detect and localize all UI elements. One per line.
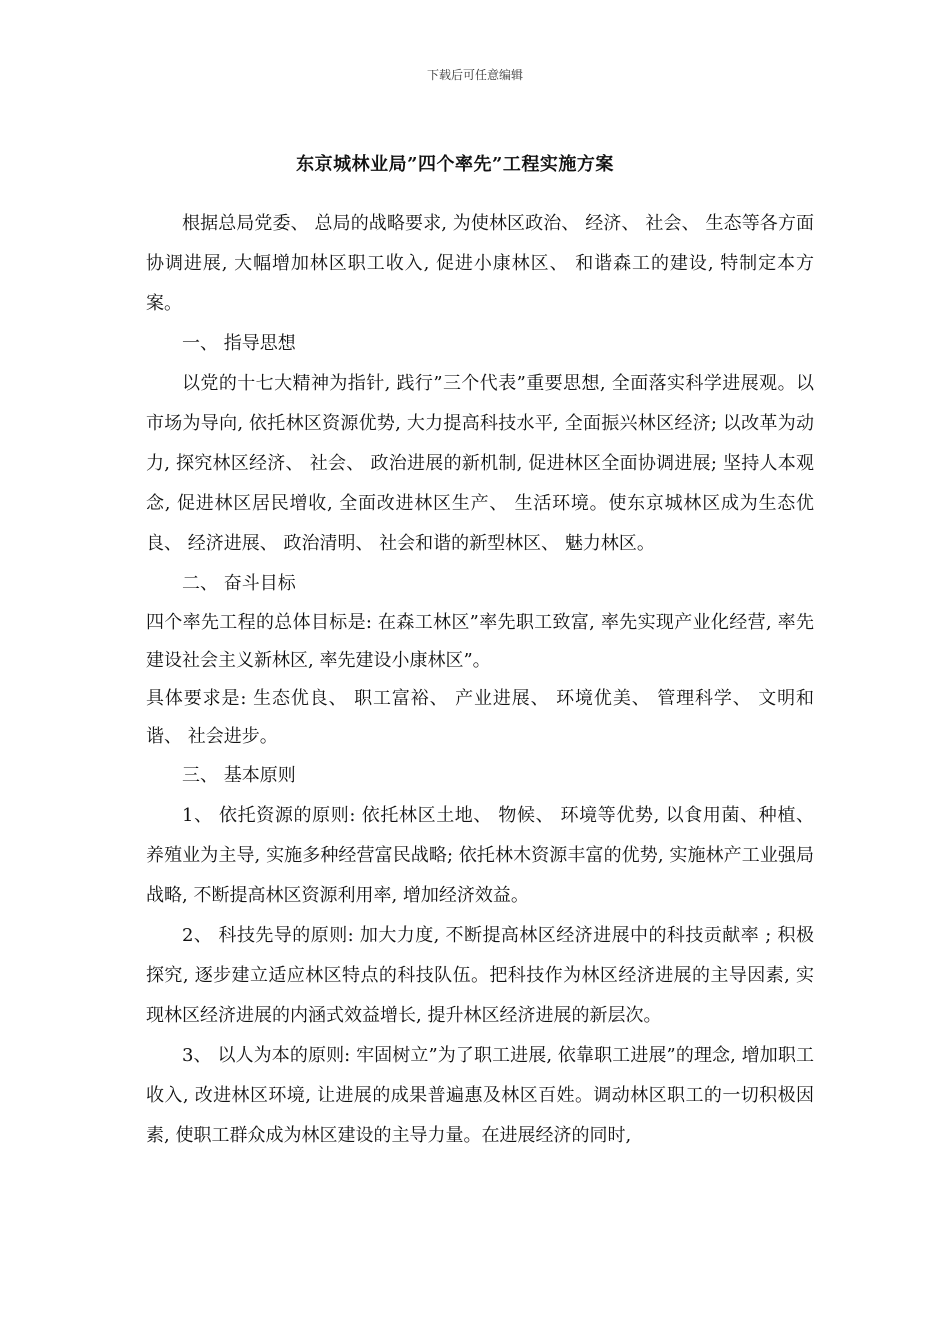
- paragraph-specific-requirements: 具体要求是: 生态优良、 职工富裕、 产业进展、 环境优美、 管理科学、 文明和谐、 社会进步。: [146, 688, 814, 747]
- paragraph-principle-1: 1、 依托资源的原则: 依托林区土地、 物候、 环境等优势, 以食用菌、种植、 养殖业为主导, 实施多种经营富民战略; 依托林木资源丰富的优势, 实施林产工业强局战略, 不断提高林区资源利用率, 增加经济效益。: [146, 805, 814, 906]
- section-heading-2: 二、 奋斗目标: [182, 573, 296, 594]
- paragraph-guiding-thought: 以党的十七大精神为指针, 践行”三个代表”重要思想, 全面落实科学进展观。以市场为导向, 依托林区资源优势, 大力提高科技水平, 全面振兴林区经济; 以改革为动力, 探究林区经济、 社会、 政治进展的新机制, 促进林区全面协调进展; 坚持人本观念, 促进林区居民增收, 全面改进林区生产、 生活环境。使东京城林区成为生态优良、 经济进展、 政治清明、 社会和谐的新型林区、 魅力林区。: [146, 373, 814, 554]
- paragraph-principle-3: 3、 以人为本的原则: 牢固树立”为了职工进展, 依靠职工进展”的理念, 增加职工收入, 改进林区环境, 让进展的成果普遍惠及林区百姓。调动林区职工的一切积极因素, 使职工群众成为林区建设的主导力量。在进展经济的同时,: [146, 1045, 814, 1146]
- document-body: [146, 204, 814, 1156]
- header-note: 下载后可任意编辑: [426, 68, 523, 82]
- document-title: 东京城林业局”四个率先”工程实施方案: [296, 154, 614, 175]
- paragraph-intro: 根据总局党委、 总局的战略要求, 为使林区政治、 经济、 社会、 生态等各方面协调进展, 大幅增加林区职工收入, 促进小康林区、 和谐森工的建设, 特制定本方案。: [146, 213, 814, 314]
- paragraph-principle-2: 2、 科技先导的原则: 加大力度, 不断提高林区经济进展中的科技贡献率 ; 积极探究, 逐步建立适应林区特点的科技队伍。把科技作为林区经济进展的主导因素, 实现林区经济进展的内涵式效益增长, 提升林区经济进展的新层次。: [146, 925, 814, 1026]
- section-heading-3: 三、 基本原则: [182, 765, 296, 786]
- section-heading-1: 一、 指导思想: [182, 333, 296, 354]
- paragraph-overall-goal: 四个率先工程的总体目标是: 在森工林区”率先职工致富, 率先实现产业化经营, 率先建设社会主义新林区, 率先建设小康林区”。: [146, 612, 814, 671]
